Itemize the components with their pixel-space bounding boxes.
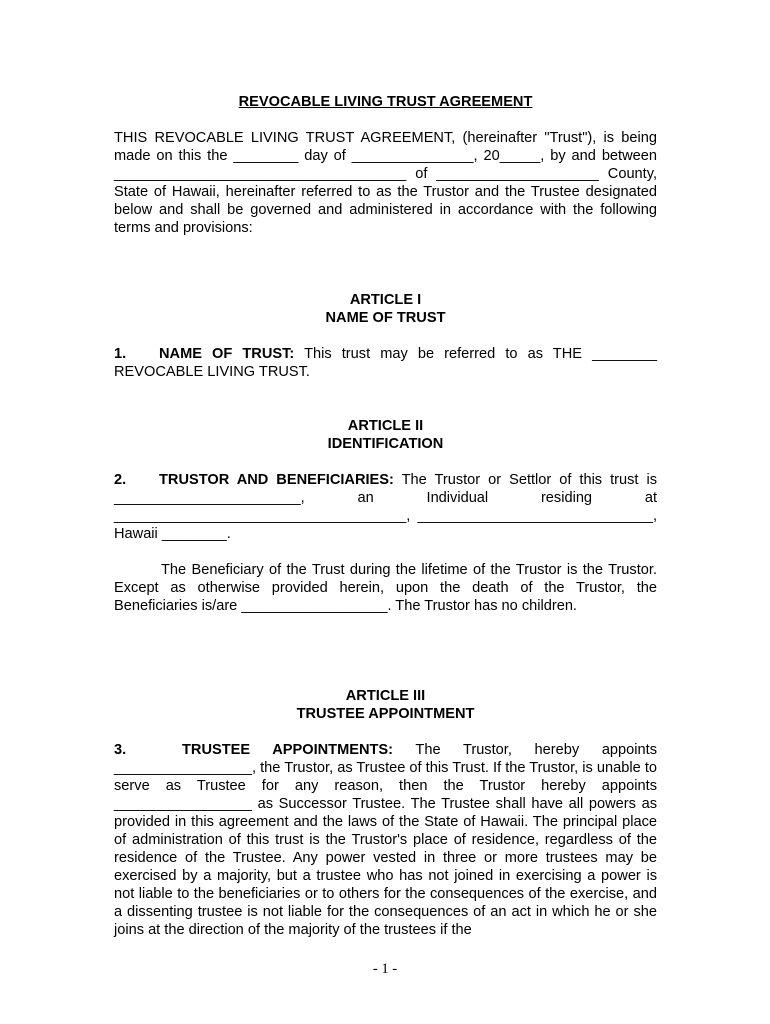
intro-paragraph: THIS REVOCABLE LIVING TRUST AGREEMENT, (hereinafter "Trust"), is being made on this the ________ day of _______________, 20_____, by and between ____________________________________ of ____________________ County, State of Hawaii, hereinafter referred to as the Trustor and the Trustee designated below and shall be governed and administered in accordance with the following terms and provisions: <box>114 130 657 236</box>
document-body <box>114 93 657 939</box>
section-3-text: The Trustor, hereby appoints _________________, the Trustor, as Trustee of this Trust. If the Trustor, is unable to serve as Trustee for any reason, then the Trustor hereby appoints _________________ as Successor Trustee. The Trustee shall have all powers as provided in this agreement and the laws of the State of Hawaii. The principal place of administration of this trust is the Trustor's place of residence, regardless of the residence of the Trustee. Any power vested in three or more trustees may be exercised by a majority, but a trustee who has not joined in exercising a power is not liable to the beneficiaries or to others for the consequences of the exercise, and a dissenting trustee is not liable for the consequences of an act in which he or she joins at the direction of the majority of the trustees if the <box>114 742 657 938</box>
article-2-number: ARTICLE II <box>347 418 424 434</box>
article-1-number: ARTICLE I <box>349 292 422 308</box>
spacer <box>114 453 657 471</box>
article-3-number: ARTICLE III <box>345 688 426 704</box>
spacer <box>114 111 657 129</box>
section-3-heading: TRUSTEE APPOINTMENTS: <box>182 742 394 758</box>
section-2-paragraph <box>114 471 657 543</box>
beneficiary-paragraph: The Beneficiary of the Trust during the lifetime of the Trustor is the Trustor. Except as otherwise provided herein, upon the death of the Trustor, the Beneficiaries is/are __________________. The Trustor has no children. <box>114 562 657 614</box>
spacer <box>114 381 657 417</box>
section-1-paragraph <box>114 345 657 381</box>
document-title: REVOCABLE LIVING TRUST AGREEMENT <box>238 94 533 110</box>
spacer <box>114 615 657 687</box>
article-1-name: NAME OF TRUST <box>325 310 446 326</box>
spacer <box>114 327 657 345</box>
section-2-text: The Trustor or Settlor of this trust is _______________________, an Individual residing at ____________________________________, _____________________________, Hawaii ________. <box>114 472 657 542</box>
spacer <box>114 543 657 561</box>
section-3-paragraph <box>114 741 657 939</box>
section-1-number: 1. <box>114 346 127 362</box>
section-2-heading: TRUSTOR AND BENEFICIARIES: <box>159 472 394 488</box>
page-number: - 1 - <box>372 961 398 977</box>
spacer <box>114 723 657 741</box>
section-3-number: 3. <box>114 742 127 758</box>
section-1-heading: NAME OF TRUST: <box>159 346 295 362</box>
section-1-text: This trust may be referred to as THE ________ REVOCABLE LIVING TRUST. <box>114 346 657 380</box>
article-3-name: TRUSTEE APPOINTMENT <box>296 706 475 722</box>
article-2-name: IDENTIFICATION <box>327 436 444 452</box>
section-2-number: 2. <box>114 472 127 488</box>
spacer <box>114 237 657 291</box>
